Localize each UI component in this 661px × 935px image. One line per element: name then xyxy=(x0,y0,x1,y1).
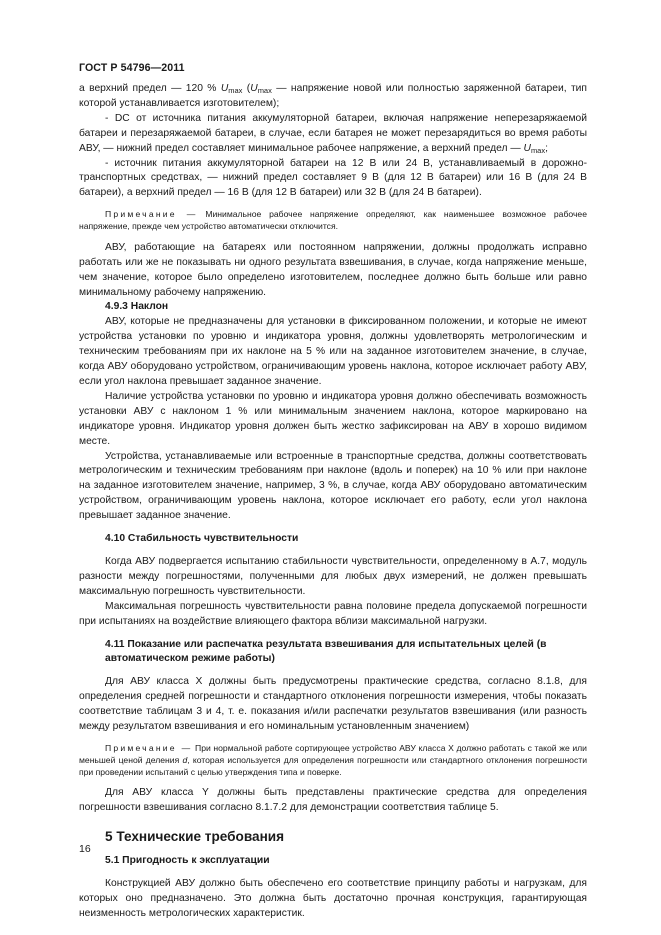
paragraph-sensitivity-1: Когда АВУ подвергается испытанию стабильности чувствительности, определенному в А.7, модуль разности между погрешностями, полученными для любых двух измерений, не должен превышать максимальную погрешность чувствительности. xyxy=(79,555,587,597)
heading-section-5: 5 Технические требования xyxy=(105,829,285,845)
paragraph-battery-operation: АВУ, работающие на батареях или постоянном напряжении, должны продолжать исправно работать или же не показывать ни одного результата взвешивания, в случае, когда напряжение меньше, чем значение, которое было определено изготовителем, последнее должно быть больше или равно минимальному рабочему напряжению. xyxy=(79,241,587,298)
paragraph-tilt-2: Наличие устройства установки по уровню и индикатора уровня должно обеспечивать возможность установки АВУ с наклоном 1 % или минимальным значением наклона, которое маркировано на индикаторе уровня. Индикатор уровня должен быть жестко зафиксирован на АВУ в хорошо видимом месте. xyxy=(79,390,587,447)
paragraph-dc-battery: - DC от источника питания аккумуляторной батареи, включая напряжение неперезаряжаемой батареи и перезаряжаемой батареи, в случае, если батарея не может перезарядиться во время работы АВУ, — нижний предел составляет минимальное рабочее напряжение, а верхний предел — $U_{max}$; xyxy=(79,112,587,155)
heading-4-9-3: 4.9.3 Наклон xyxy=(105,301,169,313)
heading-4-11: 4.11 Показание или распечатка результата взвешивания для испытательных целей (в автоматическом режиме работы) xyxy=(105,638,547,665)
paragraph-sensitivity-2: Максимальная погрешность чувствительности равна половине предела допускаемой погрешности при испытаниях на воздействие влияющего фактора вблизи максимальной нагрузки. xyxy=(79,600,587,627)
paragraph-class-y: Для АВУ класса Y должны быть представлены практические средства для определения погрешности взвешивания согласно 8.1.7.2 для демонстрации соответствия таблице 5. xyxy=(79,787,587,814)
paragraph-vehicle-battery: - источник питания аккумуляторной батареи на 12 В или 24 В, устанавливаемый в дорожно-транспортных средствах, — нижний предел составляет 9 В (для 12 В батареи) или 16 В (для 24 В батареи), а верхний предел — 16 В (для 12 В батареи) или 32 В (для 24 В батареи). xyxy=(79,157,587,199)
paragraph-suitability: Конструкцией АВУ должно быть обеспечено его соответствие принципу работы и нагрузкам, для которых оно предназначено. Это должна быть достаточно прочная конструкция, гарантирующая неизменность метрологических характеристик. xyxy=(79,878,587,919)
heading-5-1: 5.1 Пригодность к эксплуатации xyxy=(105,855,270,867)
document-body xyxy=(79,82,587,922)
page-number: 16 xyxy=(79,843,91,855)
paragraph-upper-limit: а верхний предел — 120 % $U_{max}$ ($U_{max}$ — напряжение новой или полностью заряженной батареи, тип которой устанавливается изготовителем); xyxy=(79,83,587,109)
document-header: ГОСТ Р 54796—2011 xyxy=(79,62,185,74)
paragraph-tilt-1: АВУ, которые не предназначены для установки в фиксированном положении, и которые не имеют устройства установки по уровню и индикатора уровня, должны удовлетворять метрологическим и техническим требованиям при их наклоне на 5 % или на заданное изготовителем значение, в случае, когда АВУ оборудовано устройством, ограничивающим уровень наклона, которое исключает работу АВУ, если угол наклона превышает заданное значение. xyxy=(79,316,587,387)
note-min-voltage: Примечание — Минимальное рабочее напряжение определяют, как наименьшее возможное рабочее напряжение, прежде чем устройство автоматически отключится. xyxy=(79,209,587,232)
note-class-x: Примечание — При нормальной работе сортирующее устройство АВУ класса X должно работать с такой же или меньшей ценой деления d, которая используется для определения погрешности или стандартного отклонения погрешности при проведении испытаний с целью утверждения типа и поверке. xyxy=(79,742,587,777)
paragraph-class-x: Для АВУ класса X должны быть предусмотрены практические средства, согласно 8.1.8, для определения средней погрешности и стандартного отклонения погрешности измерения, чтобы показать соответствие таблицам 3 и 4, т. е. показания и/или распечатки результатов взвешивания (или разность между результатом взвешивания и его номинальным установленным значением) xyxy=(79,676,587,733)
heading-4-10: 4.10 Стабильность чувствительности xyxy=(105,533,299,545)
paragraph-tilt-3: Устройства, устанавливаемые или встроенные в транспортные средства, должны соответствовать метрологическим и техническим требованиям при наклоне (вдоль и поперек) на 10 % или при наклоне на заданное изготовителем значение, например, 3 %, в случае, когда АВУ оборудовано автоматическим устройством, ограничивающим уровень наклона, которое исключает его работу, если угол наклона превышает заданное значение. xyxy=(79,450,587,522)
